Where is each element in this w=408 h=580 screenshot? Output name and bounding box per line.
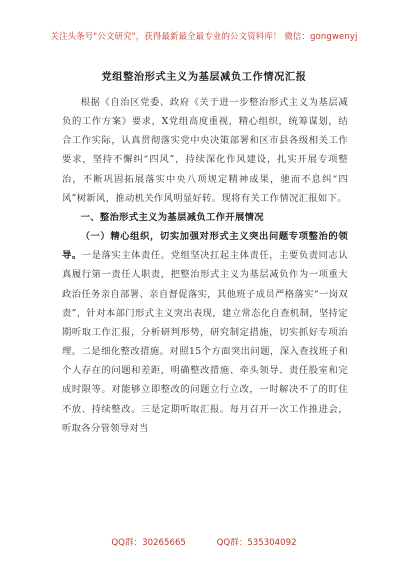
subsection-heading: （一）精心组织，切实加强对形式主义突出问题专项整治的领导。 bbox=[62, 231, 348, 262]
intro-paragraph: 根据《自治区党委、政府《关于进一步整治形式主义为基层减负的工作方案》要求，X党组高度重视，精心组织，统筹谋划，结合工作实际，认真贯彻落实党中央决策部署和区市县各级相关工作要求，坚持不懈纠“四风”，持续深化作风建设，扎实开展专项整治，不断巩固拓展落实中央八项规定精神成果，驰而不息纠“四风”树新风，推动机关作风明显好转。现将有关工作情况汇报如下。 bbox=[62, 97, 348, 204]
footer-contacts bbox=[0, 536, 408, 548]
footer-qq-group-1: QQ群：30265665 bbox=[111, 538, 186, 548]
subsection-body: 一是落实主体责任。党组坚决扛起主体责任，主要负责同志认真履行第一责任人职责，把整治形式主义为基层减负作为一项重大政治任务亲自部署、亲自督促落实，其他班子成员严格落实“一岗双责”，针对本部门形式主义突出表现，建立常态化自查机制，坚持定期听取工作汇报，分析研判形势，研究制定措施，切实抓好专项治理。二是细化整改措施。对照15个方面突出问题，深入查找班子和个人存在的问题和差距，明确整改措施、牵头领导、责任股室和完成时限等。对能够立即整改的问题立行立改，一时解决不了的盯住不放、持续整改。三是定期听取汇报。每月召开一次工作推进会，听取各分管领导对当 bbox=[62, 250, 349, 434]
document-title: 党组整治形式主义为基层减负工作情况汇报 bbox=[101, 71, 307, 83]
promo-banner: 关注头条号"公文研究"，获得最新最全最专业的公文资料库！ 微信：gongwenyj bbox=[50, 31, 358, 41]
subsection-paragraph bbox=[62, 227, 348, 438]
section-heading: 一、整治形式主义为基层减负工作开展情况 bbox=[80, 211, 264, 223]
document-body bbox=[62, 93, 348, 438]
footer-qq-group-2: QQ群：535304092 bbox=[216, 538, 297, 548]
